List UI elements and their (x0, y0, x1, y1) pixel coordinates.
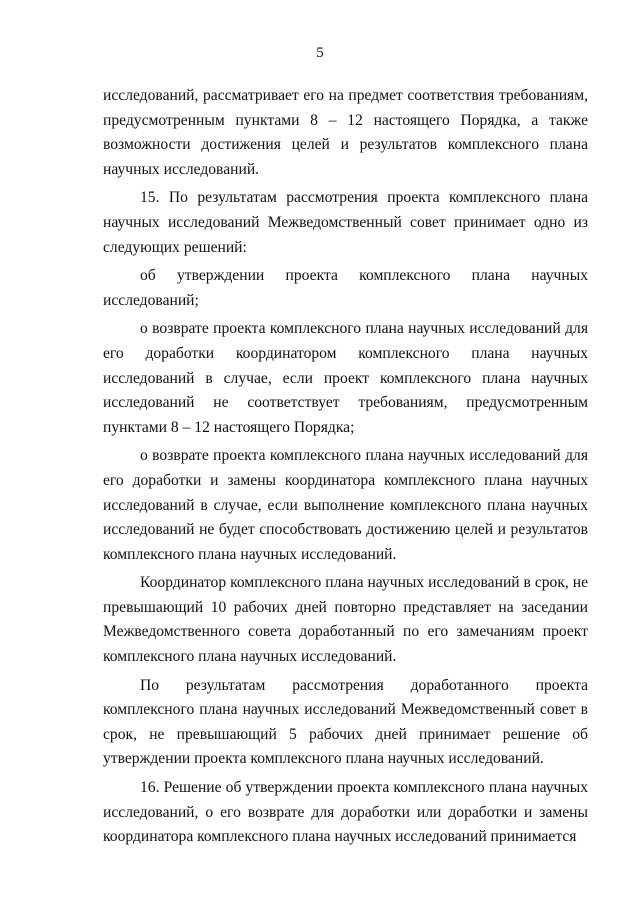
paragraph-decision-approve: об утверждении проекта комплексного плана научных исследований; (103, 267, 588, 309)
page-number: 5 (316, 45, 324, 61)
paragraph-item-15: 15. По результатам рассмотрения проекта комплексного плана научных исследований Межведомственный совет принимает одно из следующих решений: (103, 189, 588, 256)
paragraph-decision-return: о возврате проекта комплексного плана научных исследований для его доработки координатором комплексного плана научных исследований в случае, если проект комплексного плана научных исследований не соответствует требованиям, предусмотренным пунктами 8 – 12 настоящего Порядка; (103, 320, 588, 436)
paragraph-continuation: исследований, рассматривает его на предмет соответствия требованиям, предусмотренным пунктами 8 – 12 настоящего Порядка, а также возможности достижения целей и результатов комплексного плана научных исследований. (103, 87, 588, 178)
paragraph-item-16: 16. Решение об утверждении проекта комплексного плана научных исследований, о его возврате для доработки или доработки и замены координатора комплексного плана научных исследований принимается (103, 779, 588, 846)
paragraph-decision-return-replace: о возврате проекта комплексного плана научных исследований для его доработки и замены координатора комплексного плана научных исследований в случае, если выполнение комплексного плана научных исследований не будет способствовать достижению целей и результатов комплексного плана научных исследований. (103, 447, 588, 563)
paragraph-council-decision: По результатам рассмотрения доработанного проекта комплексного плана научных исследований Межведомственный совет в срок, не превышающий 5 рабочих дней принимает решение об утверждении проекта комплексного плана научных исследований. (103, 676, 588, 768)
paragraph-coordinator-resubmit: Координатор комплексного плана научных исследований в срок, не превышающий 10 рабочих дней повторно представляет на заседании Межведомственного совета доработанный по его замечаниям проект комплексного плана научных исследований. (103, 574, 588, 666)
document-body (103, 84, 588, 850)
